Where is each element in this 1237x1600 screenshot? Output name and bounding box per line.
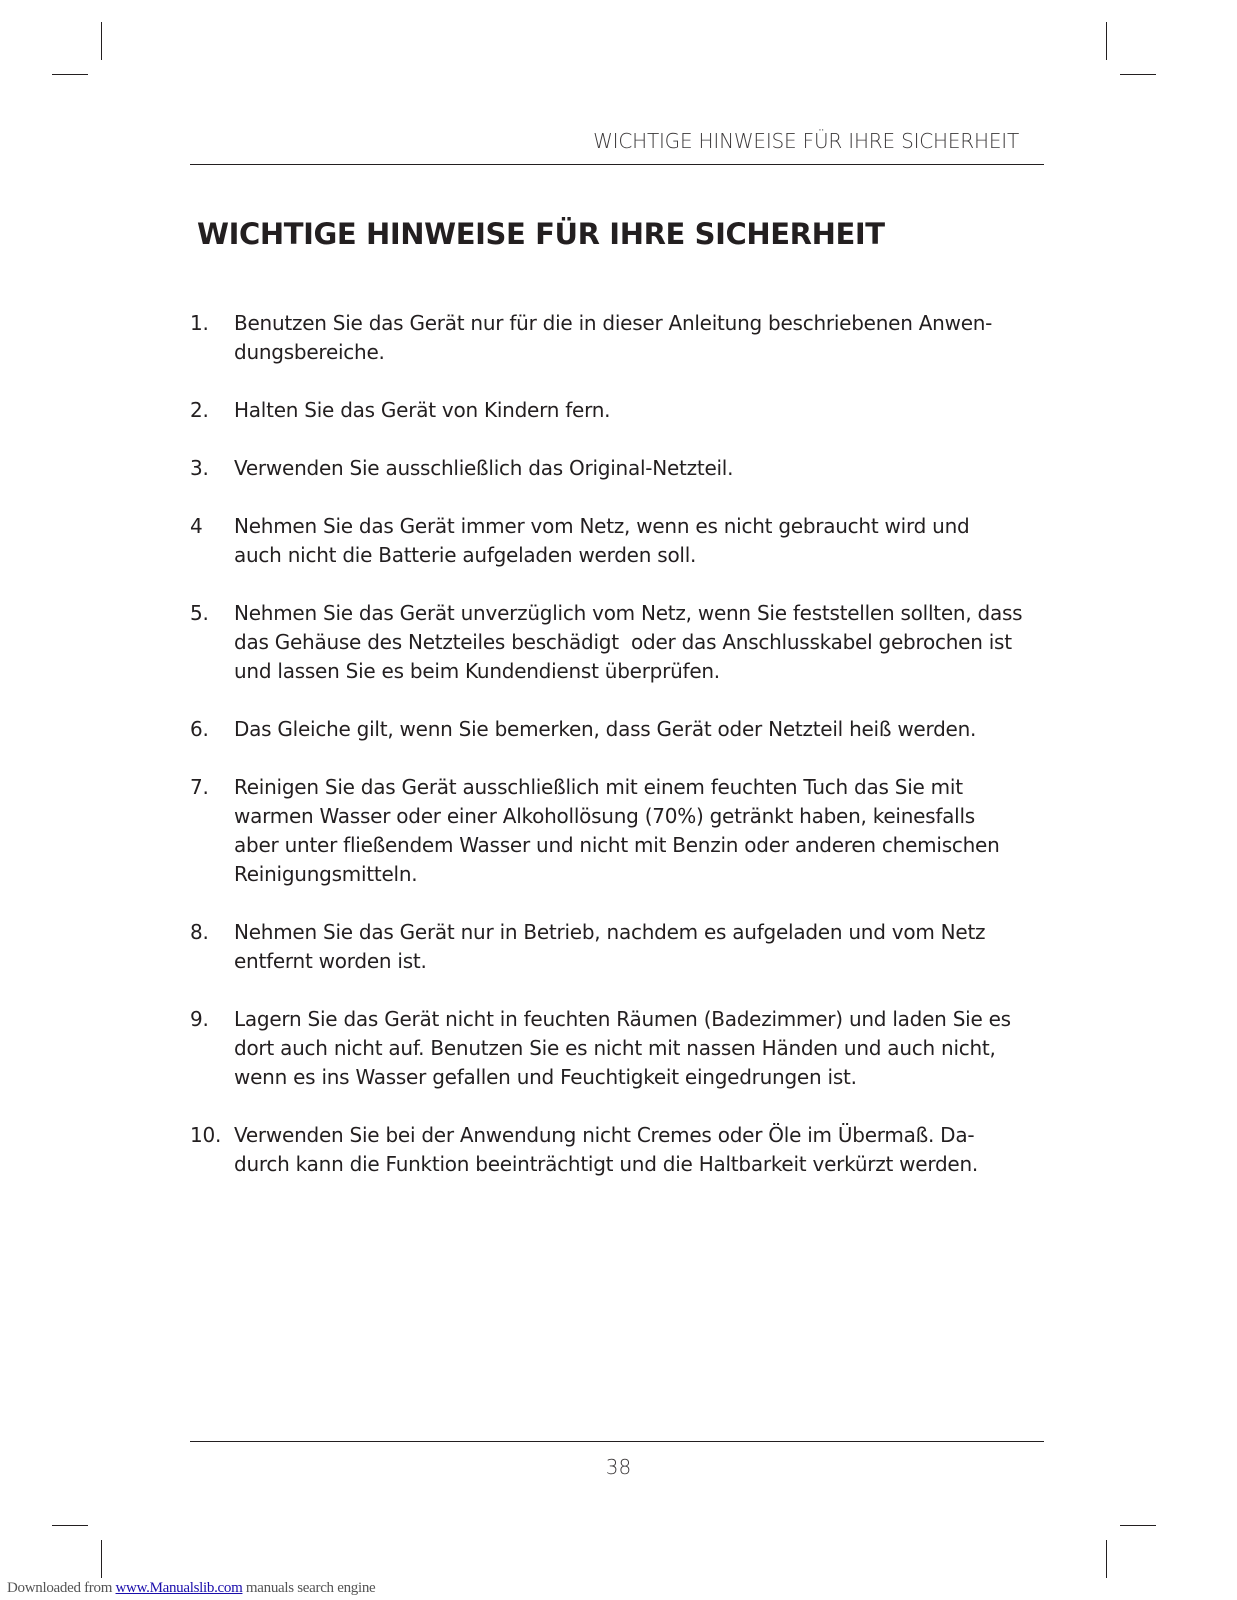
running-header: WICHTIGE HINWEISE FÜR IHRE SICHERHEIT bbox=[593, 129, 1019, 153]
list-item-line: aber unter fließendem Wasser und nicht mit Benzin oder anderen chemischen bbox=[234, 833, 1000, 857]
list-item-text bbox=[234, 918, 1046, 976]
download-note-suffix: manuals search engine bbox=[242, 1580, 376, 1596]
list-item-number: 1. bbox=[190, 311, 209, 335]
download-note-prefix: Downloaded from bbox=[7, 1580, 116, 1596]
list-item-text bbox=[234, 599, 1046, 686]
list-item-text bbox=[234, 512, 1046, 570]
footer-rule bbox=[190, 1441, 1044, 1442]
list-item-line: dort auch nicht auf. Benutzen Sie es nicht mit nassen Händen und auch nicht, bbox=[234, 1036, 996, 1060]
list-item-line: durch kann die Funktion beeinträchtigt und die Haltbarkeit verkürzt werden. bbox=[234, 1152, 978, 1176]
list-item-text bbox=[234, 454, 1046, 483]
list-item-number: 5. bbox=[190, 601, 209, 625]
list-item-number: 7. bbox=[190, 775, 209, 799]
list-item-line: dungsbereiche. bbox=[234, 340, 385, 364]
list-item-line: auch nicht die Batterie aufgeladen werden soll. bbox=[234, 543, 697, 567]
list-item-line: Nehmen Sie das Gerät nur in Betrieb, nachdem es aufgeladen und vom Netz bbox=[234, 920, 986, 944]
list-item-text bbox=[234, 1121, 1046, 1179]
list-item-line: Benutzen Sie das Gerät nur für die in dieser Anleitung beschriebenen Anwen- bbox=[234, 311, 993, 335]
list-item-line: Verwenden Sie ausschließlich das Original-Netzteil. bbox=[234, 456, 734, 480]
crop-mark-top-right-vertical bbox=[1106, 22, 1107, 60]
list-item-text bbox=[234, 773, 1046, 889]
list-item bbox=[190, 773, 1046, 889]
list-item-number: 2. bbox=[190, 398, 209, 422]
list-item-text bbox=[234, 309, 1046, 367]
list-item-line: Das Gleiche gilt, wenn Sie bemerken, dass Gerät oder Netzteil heiß werden. bbox=[234, 717, 977, 741]
list-item-text bbox=[234, 715, 1046, 744]
list-item-line: Reinigungsmitteln. bbox=[234, 862, 418, 886]
crop-mark-bottom-left-vertical bbox=[101, 1540, 102, 1578]
crop-mark-bottom-right-vertical bbox=[1106, 1540, 1107, 1578]
list-item-line: entfernt worden ist. bbox=[234, 949, 427, 973]
list-item-number: 6. bbox=[190, 717, 209, 741]
manualslib-link[interactable]: www.Manualslib.com bbox=[115, 1580, 243, 1596]
list-item-number: 4 bbox=[190, 514, 203, 538]
list-item bbox=[190, 1121, 1046, 1179]
crop-mark-bottom-left-horizontal bbox=[52, 1525, 88, 1526]
list-item-number: 10. bbox=[190, 1123, 222, 1147]
list-item bbox=[190, 309, 1046, 367]
list-item-text bbox=[234, 1005, 1046, 1092]
download-note bbox=[7, 1580, 375, 1597]
list-item-line: und lassen Sie es beim Kundendienst überprüfen. bbox=[234, 659, 720, 683]
list-item-line: Lagern Sie das Gerät nicht in feuchten Räumen (Badezimmer) und laden Sie es bbox=[234, 1007, 1011, 1031]
header-rule bbox=[190, 164, 1044, 165]
page-title: WICHTIGE HINWEISE FÜR IHRE SICHERHEIT bbox=[197, 217, 885, 251]
list-item-line: warmen Wasser oder einer Alkohollösung (70%) getränkt haben, keinesfalls bbox=[234, 804, 975, 828]
crop-mark-top-right-horizontal bbox=[1120, 74, 1156, 75]
list-item-number: 9. bbox=[190, 1007, 209, 1031]
list-item-line: wenn es ins Wasser gefallen und Feuchtigkeit eingedrungen ist. bbox=[234, 1065, 857, 1089]
list-item-number: 3. bbox=[190, 456, 209, 480]
list-item bbox=[190, 918, 1046, 976]
safety-instructions-list bbox=[190, 309, 1046, 1208]
list-item-line: das Gehäuse des Netzteiles beschädigt oder das Anschlusskabel gebrochen ist bbox=[234, 630, 1012, 654]
list-item bbox=[190, 396, 1046, 425]
list-item-line: Reinigen Sie das Gerät ausschließlich mit einem feuchten Tuch das Sie mit bbox=[234, 775, 963, 799]
list-item-line: Nehmen Sie das Gerät immer vom Netz, wenn es nicht gebraucht wird und bbox=[234, 514, 970, 538]
crop-mark-bottom-right-horizontal bbox=[1120, 1525, 1156, 1526]
list-item bbox=[190, 1005, 1046, 1092]
list-item bbox=[190, 715, 1046, 744]
list-item-number: 8. bbox=[190, 920, 209, 944]
list-item-line: Verwenden Sie bei der Anwendung nicht Cremes oder Öle im Übermaß. Da- bbox=[234, 1123, 975, 1147]
list-item-line: Halten Sie das Gerät von Kindern fern. bbox=[234, 398, 611, 422]
list-item-text bbox=[234, 396, 1046, 425]
page-number: 38 bbox=[605, 1455, 632, 1479]
list-item bbox=[190, 454, 1046, 483]
list-item-line: Nehmen Sie das Gerät unverzüglich vom Netz, wenn Sie feststellen sollten, dass bbox=[234, 601, 1023, 625]
list-item bbox=[190, 512, 1046, 570]
crop-mark-top-left-vertical bbox=[101, 22, 102, 60]
list-item bbox=[190, 599, 1046, 686]
crop-mark-top-left-horizontal bbox=[52, 74, 88, 75]
